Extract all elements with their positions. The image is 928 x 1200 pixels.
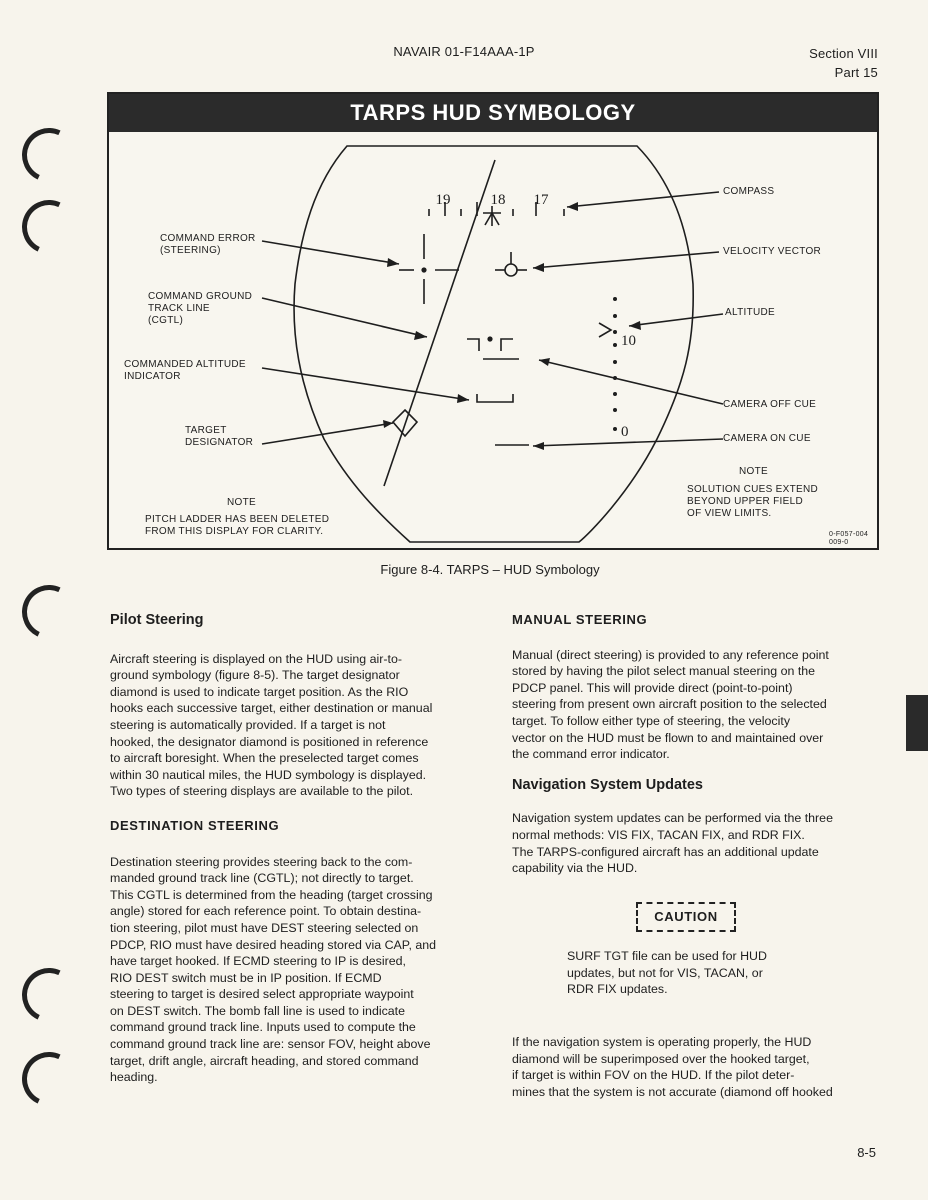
altitude-readout-10: 10 [621, 333, 636, 349]
compass-number-18: 18 [490, 192, 506, 208]
leader-lines-left [262, 241, 469, 444]
document-id: NAVAIR 01-F14AAA-1P [393, 44, 535, 59]
final-paragraph: If the navigation system is operating properly, the HUD diamond will be superimposed over the hooked target, if target is within FOV on the HUD. If the pilot deter- mines that the system is not accurate (diamond off hooked [512, 1035, 833, 1099]
binder-hole [14, 192, 83, 261]
leader-arrowheads [383, 202, 641, 450]
note-right-title: NOTE [739, 466, 768, 477]
altitude-scale [613, 297, 617, 431]
compass-number-17: 17 [533, 192, 549, 208]
note-left-text: PITCH LADDER HAS BEEN DELETED FROM THIS DISPLAY FOR CLARITY. [145, 514, 330, 537]
figure-caption: Figure 8-4. TARPS – HUD Symbology [380, 562, 600, 577]
compass-number-19: 19 [435, 192, 451, 208]
caution-badge: CAUTION [636, 902, 736, 932]
binder-hole [14, 577, 83, 646]
page-number: 8-5 [857, 1145, 876, 1160]
aircraft-reference-symbol [467, 337, 513, 351]
binder-hole [14, 120, 83, 189]
note-left-title: NOTE [227, 497, 256, 508]
pilot-steering-paragraph: Aircraft steering is displayed on the HUD using air-to- ground symbology (figure 8-5). The target designator diamond is used to indicate target position. As the RIO hooks each successive target, either destination or manual steering is automatically provided. If a target is not hooked, the designator diamond is positioned in reference to aircraft boresight. When the preselected target comes within 30 nautical miles, the HUD symbology is displayed. Two types of steering displays are available to the pilot. [110, 651, 433, 799]
heading-marker-icon [483, 206, 501, 226]
altitude-caret-icon [599, 323, 611, 337]
navigation-updates-paragraph: Navigation system updates can be performed via the three normal methods: VIS FIX, TACAN FIX, and RDR FIX. The TARPS-configured aircraft has an additional update capability via the HUD. [512, 811, 833, 876]
destination-steering-heading: DESTINATION STEERING [110, 817, 280, 833]
left-column [110, 612, 490, 1086]
binder-hole [14, 1044, 83, 1113]
label-command-ground-track-line: COMMAND GROUND TRACK LINE (CGTL) [148, 291, 253, 326]
section-thumb-tab [906, 695, 928, 751]
manual-steering-heading: MANUAL STEERING [512, 612, 648, 627]
section-part [809, 44, 878, 82]
label-command-error: COMMAND ERROR (STEERING) [160, 233, 256, 256]
figure-title: TARPS HUD SYMBOLOGY [109, 94, 877, 132]
hud-figure [107, 92, 879, 550]
section-label: Section VIII [809, 46, 878, 61]
label-altitude: ALTITUDE [725, 307, 775, 318]
destination-steering-paragraph: Destination steering provides steering back to the com- manded ground track line (CGTL); not directly to target. This CGTL is determined from the heading (target crossing angle) stored for each reference point. To obtain destina- tion steering, pilot must have DEST steering selected on PDCP, RIO must have desired heading stored via CAP, and have target hooked. If ECMD steering to IP is desired, RIO DEST switch must be in IP position. If ECMD steering to target is desired select appropriate waypoint on DEST switch. The bomb fall line is used to indicate command ground track line. Inputs used to compute the command ground track line are: sensor FOV, height above target, drift angle, aircraft heading, and stored command heading. [110, 854, 437, 1085]
altitude-readout-0: 0 [621, 424, 629, 440]
label-commanded-altitude-indicator: COMMANDED ALTITUDE INDICATOR [124, 359, 246, 382]
binder-hole [14, 960, 83, 1029]
note-right-text: SOLUTION CUES EXTEND BEYOND UPPER FIELD OF VIEW LIMITS. [687, 484, 819, 519]
label-camera-off-cue: CAMERA OFF CUE [723, 399, 817, 410]
figure-code: 0-F057-004 009-0 [829, 531, 869, 546]
caution-text [567, 948, 867, 998]
part-label: Part 15 [834, 65, 878, 80]
final-paragraph-block [512, 1034, 892, 1100]
right-column [512, 612, 892, 877]
label-velocity-vector: VELOCITY VECTOR [723, 246, 822, 257]
label-camera-on-cue: CAMERA ON CUE [723, 433, 811, 444]
leader-lines-right [533, 192, 723, 446]
manual-steering-paragraph: Manual (direct steering) is provided to any reference point stored by having the pilot select manual steering on the PDCP panel. This will provide direct (point-to-point) steering from present own aircraft position to the selected target. To follow either type of steering, the velocity vector on the HUD must be flown to and maintained over the command error indicator. [512, 647, 829, 762]
velocity-vector-icon [495, 252, 527, 276]
command-ground-track-line [384, 160, 495, 486]
label-compass: COMPASS [723, 186, 775, 197]
label-target-designator: TARGET DESIGNATOR [185, 425, 254, 448]
pilot-steering-heading: Pilot Steering [110, 612, 204, 628]
navigation-updates-heading: Navigation System Updates [512, 776, 703, 793]
caution-paragraph: SURF TGT file can be used for HUD updates, but not for VIS, TACAN, or RDR FIX updates. [567, 949, 767, 997]
commanded-altitude-indicator [477, 394, 513, 402]
